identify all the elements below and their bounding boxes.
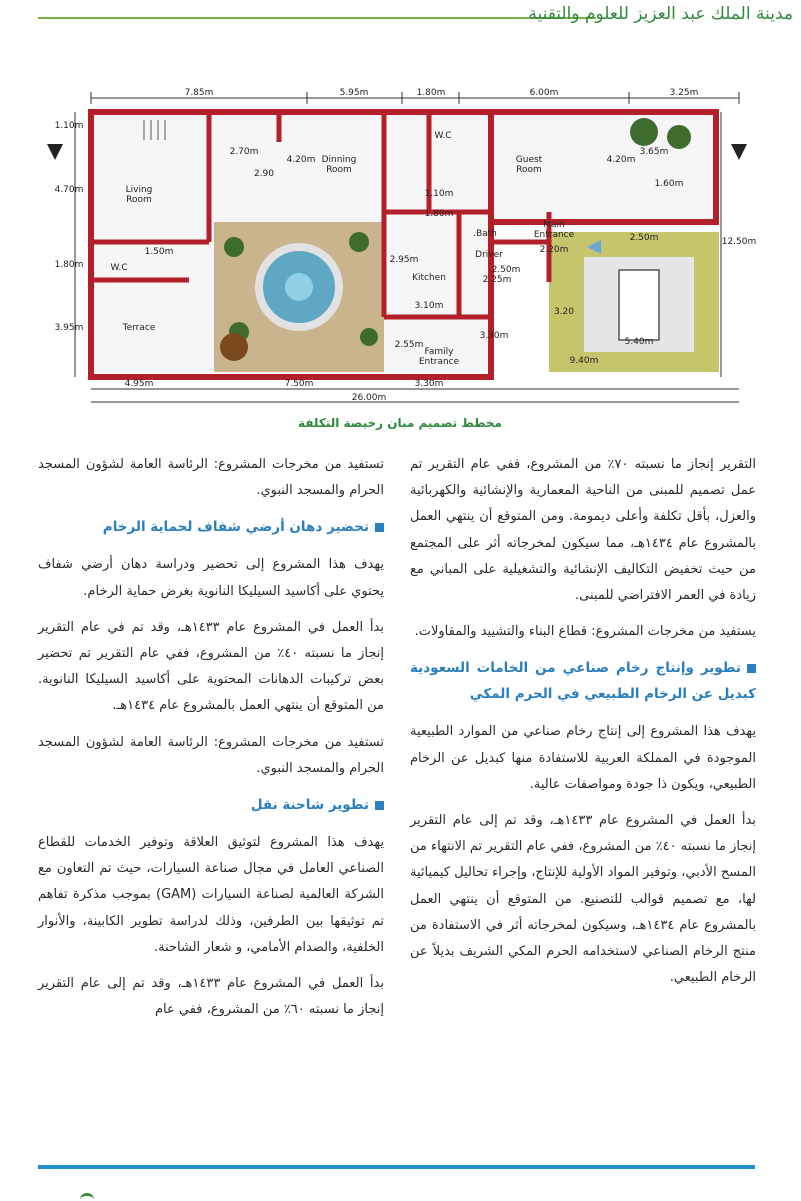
dim-left-4: 3.95m <box>54 323 84 333</box>
dim-inner-10: 1.60m <box>654 179 684 189</box>
left-column <box>38 452 384 1033</box>
dim-inner-15: 2.25m <box>482 275 512 285</box>
dim-left-2: 4.70m <box>54 185 84 195</box>
dim-top-2: 5.95m <box>339 88 369 98</box>
dim-total: 26.00m <box>351 393 387 403</box>
right-paragraph-3: يهدف هذا المشروع إلى إنتاج رخام صناعي من الموارد الطبيعية الموجودة في المملكة العربية للاستفادة منها كبديل عن الرخام الطبيعي، ويكون ذا جودة ومواصفات عالية. <box>410 724 756 792</box>
dim-inner-19: 9.40m <box>569 356 599 366</box>
header-rule <box>38 17 596 19</box>
right-paragraph-2: يستفيد من مخرجات المشروع: قطاع البناء والتشييد والمقاولات. <box>414 624 756 640</box>
section-heading-marble <box>410 655 756 707</box>
left-paragraph-4: تستفيد من مخرجات المشروع: الرئاسة العامة لشؤون المسجد الحرام والمسجد النبوي. <box>38 734 384 776</box>
room-terrace: Terrace <box>122 323 156 333</box>
right-column <box>410 452 756 1001</box>
room-main-entrance: Main Entrance <box>533 220 575 240</box>
section-heading-truck <box>38 792 384 818</box>
bullet-square-icon <box>747 664 756 673</box>
room-guest: Guest Room <box>515 155 543 175</box>
room-kitchen: Kitchen <box>412 273 446 283</box>
dim-top-3: 1.80m <box>416 88 446 98</box>
footer-rule <box>38 1165 755 1169</box>
dim-inner-9: 3.65m <box>639 147 669 157</box>
dim-top-1: 7.85m <box>184 88 214 98</box>
dim-inner-12: 2.95m <box>389 255 419 265</box>
right-paragraph-4: بدأ العمل في المشروع عام ١٤٣٣هـ، وقد تم إلى عام التقرير إنجاز ما نسبته ٤٠٪ من المشروع، ففي عام التقرير تم الانتهاء من المسح الأدبي، وتوفير المواد الأولية للإنتاج، وإجراء تحاليل كيميائية لها، مع تصميم قوالب للتصنيع. من المتوقع أن ينتهي العمل بالمشروع عام ١٤٣٤هـ، وسيكون لمخرجاته أثر في الاستفادة من منتج الرخام الصناعي لاستخدامه الحرم المكي الشريف بديلاً عن الرخام الطبيعي. <box>410 813 756 986</box>
dim-inner-6: 1.80m <box>424 209 454 219</box>
left-paragraph-2: يهدف هذا المشروع إلى تحضير ودراسة دهان أرضي شفاف يحتوي على أكاسيد السيليكا النانوية بغرض حماية الرخام. <box>38 557 384 599</box>
dim-left-1: 1.10m <box>54 121 84 131</box>
dim-inner-8: 2.50m <box>629 233 659 243</box>
left-paragraph-5: يهدف هذا المشروع لتوثيق العلاقة وتوفير الخدمات للقطاع الصناعي العامل في مجال صناعة السيارات، حيث تم التعاون مع الشركة العالمية لصناعة السيارات (GAM) بموجب مذكرة تفاهم تم توثيقها بين الطرفين، وذلك لدراسة تطوير الكابينة، والأنوار الخلفية، والصدام الأمامي، و شعار الشاحنة. <box>38 835 384 955</box>
section-heading-marble-text: تطوير وإنتاج رخام صناعي من الخامات السعودية كبديل عن الرخام الطبيعي في الحرم المكي <box>410 660 756 703</box>
room-wc-1: W.C <box>110 263 128 273</box>
dim-inner-17: 3.30m <box>479 331 509 341</box>
dim-inner-11: 1.50m <box>144 247 174 257</box>
section-heading-coating <box>38 514 384 540</box>
dim-inner-2: 2.90 <box>253 169 275 179</box>
floor-plan-drawing <box>39 82 756 416</box>
dim-inner-14: 2.50m <box>491 265 521 275</box>
left-paragraph-6: بدأ العمل في المشروع عام ١٤٣٣هـ، وقد تم إلى عام التقرير إنجاز ما نسبته ٦٠٪ من المشروع، ففي عام <box>38 976 384 1018</box>
room-wc-2: W.C <box>434 131 452 141</box>
room-bath: Bath. <box>473 229 497 239</box>
dim-right: 12.50m <box>721 237 756 247</box>
room-driver: Driver <box>475 250 503 260</box>
dim-inner-18: 5.40m <box>624 337 654 347</box>
dim-inner-7: 2.20m <box>539 245 569 255</box>
dim-top-5: 3.25m <box>669 88 699 98</box>
left-paragraph-1: تستفيد من مخرجات المشروع: الرئاسة العامة لشؤون المسجد الحرام والمسجد النبوي. <box>38 457 384 499</box>
dim-inner-16: 3.20 <box>553 307 575 317</box>
floor-plan-caption: مخطط تصميم مبان رخيصة التكلفة <box>298 416 502 430</box>
dim-inner-3: 4.20m <box>286 155 316 165</box>
room-family-entrance: Family Entrance <box>418 347 460 367</box>
section-heading-truck-text: تطوير شاحنة نقل <box>250 797 369 814</box>
dim-bottom-2: 7.50m <box>284 379 314 389</box>
dim-inner-20: 2.55m <box>394 340 424 350</box>
room-living: Living Room <box>125 185 153 205</box>
dim-left-3: 1.80m <box>54 260 84 270</box>
section-heading-coating-text: تحضير دهان أرضي شفاف لحماية الرخام <box>102 519 369 536</box>
dim-inner-4: 4.20m <box>606 155 636 165</box>
bullet-square-icon <box>375 523 384 532</box>
dim-top-4: 6.00m <box>529 88 559 98</box>
left-paragraph-3: بدأ العمل في المشروع عام ١٤٣٣هـ، وقد تم في عام التقرير إنجاز ما نسبته ٤٠٪ من المشروع، ففي عام التقرير تم تحضير بعض تركيبات الدهانات المحتوية على أكاسيد السيليكا النانوية. من المتوقع أن ينتهي العمل بالمشروع عام ١٤٣٤هـ. <box>38 619 384 714</box>
footer-arc-icon <box>80 1193 94 1201</box>
dim-inner-1: 2.70m <box>229 147 259 157</box>
dim-bottom-3: 3.30m <box>414 379 444 389</box>
right-paragraph-1: التقرير إنجاز ما نسبته ٧٠٪ من المشروع، ففي عام التقرير تم عمل تصميم للمبنى من الناحية المعمارية والإنشائية والكهربائية والعزل، بأقل تكلفة وأعلى ديمومة. ومن المتوقع أن ينتهي العمل بالمشروع عام ١٤٣٤هـ، مما سيكون لمخرجاته أثر على المجتمع من حيث تخفيض التكاليف الإنشائية والتشغيلية على المباني مع زيادة في العمر الافتراضي للمبنى. <box>410 457 756 604</box>
dim-inner-13: 3.10m <box>414 301 444 311</box>
dim-inner-5: 1.10m <box>424 189 454 199</box>
page-header <box>0 0 801 40</box>
dim-bottom-1: 4.95m <box>124 379 154 389</box>
bullet-square-icon <box>375 801 384 810</box>
room-dinning: Dinning Room <box>321 155 357 175</box>
floor-plan <box>39 82 756 416</box>
header-title: مدينة الملك عبد العزيز للعلوم والتقنية <box>528 4 793 24</box>
